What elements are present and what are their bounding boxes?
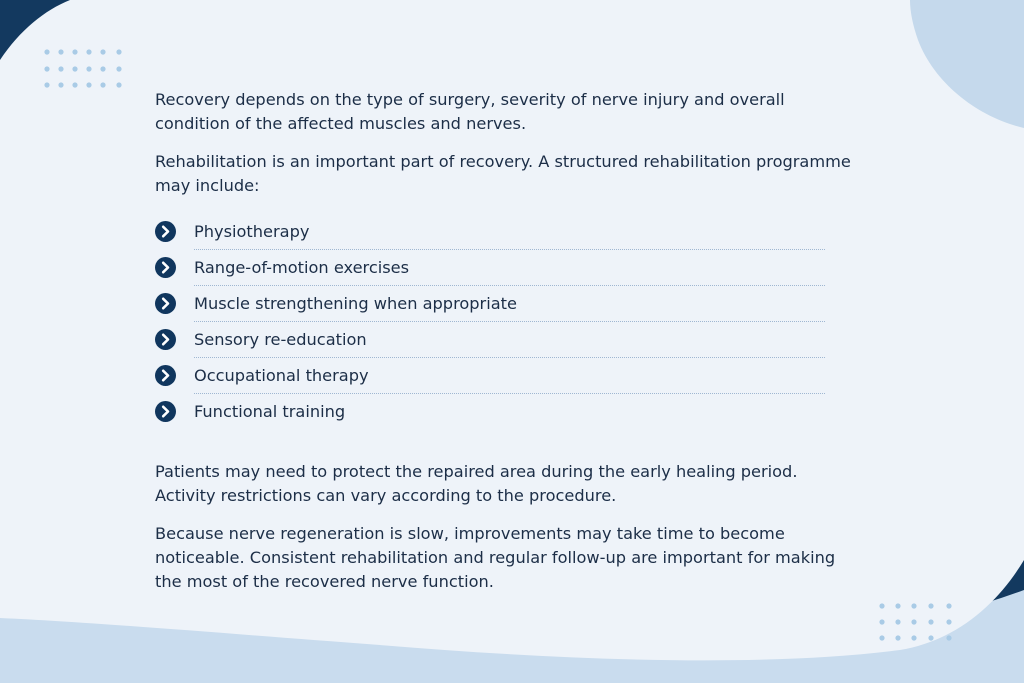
rehabilitation-list	[155, 214, 825, 430]
list-item-label: Sensory re-education	[194, 330, 367, 349]
list-item	[155, 214, 825, 250]
list-item-label: Occupational therapy	[194, 366, 369, 385]
dot-grid-icon	[876, 600, 960, 646]
chevron-right-circle-icon	[155, 293, 176, 314]
chevron-right-circle-icon	[155, 401, 176, 422]
list-item	[155, 286, 825, 322]
chevron-right-circle-icon	[155, 365, 176, 386]
list-item-label: Range-of-motion exercises	[194, 258, 410, 277]
dot-grid-icon	[40, 46, 130, 92]
chevron-right-circle-icon	[155, 329, 176, 350]
chevron-right-circle-icon	[155, 221, 176, 242]
outro-paragraph-2: Because nerve regeneration is slow, improvements may take time to become noticeable. Consistent rehabilitation and regular follow-up are important for making the most of the recovered nerve function.	[155, 524, 836, 591]
outro-paragraph-1: Patients may need to protect the repaired area during the early healing period. Activity restrictions can vary according to the procedure.	[155, 462, 798, 505]
list-item-label: Muscle strengthening when appropriate	[194, 294, 517, 313]
article-content	[155, 88, 855, 608]
list-item	[155, 250, 825, 286]
intro-paragraph-1: Recovery depends on the type of surgery, severity of nerve injury and overall condition of the affected muscles and nerves.	[155, 90, 785, 133]
list-item-label: Physiotherapy	[194, 222, 310, 241]
chevron-right-circle-icon	[155, 257, 176, 278]
list-item	[155, 322, 825, 358]
intro-paragraph-2: Rehabilitation is an important part of recovery. A structured rehabilitation programme may include:	[155, 152, 851, 195]
list-item-label: Functional training	[194, 402, 346, 421]
list-item	[155, 394, 825, 430]
list-item	[155, 358, 825, 394]
